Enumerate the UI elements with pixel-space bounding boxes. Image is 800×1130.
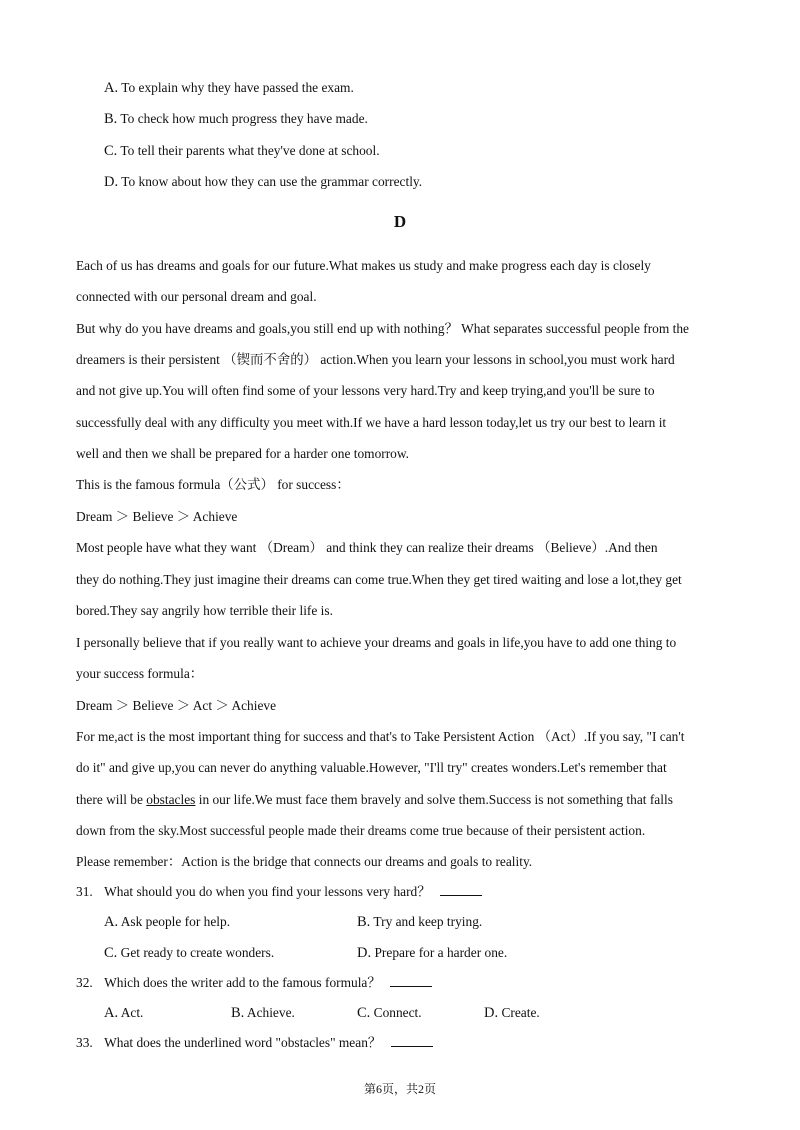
question-31 [76,883,482,901]
option-letter: B. [357,914,371,930]
formula-line: Dream ＞ Believe ＞ Act ＞ Achieve [76,698,277,713]
passage-line: Most people have what they want （Dream） and think they can realize their dreams （Believe）.And then [76,540,658,555]
option-text: Connect. [373,1005,422,1020]
option-letter: C. [104,143,118,159]
option-text: Act. [120,1005,144,1020]
option-text: Create. [501,1005,540,1020]
answer-blank[interactable] [390,974,432,987]
prev-option-c [104,142,380,160]
option-letter: C. [104,945,118,961]
q31-option-b[interactable] [357,913,482,931]
option-text: Try and keep trying. [373,914,483,929]
question-number: 32. [76,975,93,990]
passage-line: But why do you have dreams and goals,you still end up with nothing？ What separates successful people from the [76,321,689,336]
passage-line: This is the famous formula（公式） for success： [76,477,350,492]
q31-option-c[interactable] [104,944,274,962]
option-letter: A. [104,914,119,930]
question-text: What should you do when you find your lessons very hard？ [104,884,431,899]
question-33 [76,1034,433,1052]
passage-line: do it" and give up,you can never do anything valuable.However, "I'll try" creates wonders.Let's remember that [76,760,667,775]
option-letter: D. [357,945,372,961]
question-number: 33. [76,1035,93,1050]
option-letter: A. [104,1005,119,1021]
option-text: To know about how they can use the grammar correctly. [121,174,423,189]
option-letter: D. [484,1005,499,1021]
passage-line: For me,act is the most important thing for success and that's to Take Persistent Action （Act）.If you say, "I can't [76,729,685,744]
passage-line: I personally believe that if you really want to achieve your dreams and goals in life,you have to add one thing to [76,635,677,650]
q32-option-b[interactable] [231,1004,295,1022]
passage-line: Please remember：Action is the bridge that connects our dreams and goals to reality. [76,854,533,869]
option-letter: A. [104,80,119,96]
q32-option-d[interactable] [484,1004,540,1022]
option-letter: C. [357,1005,371,1021]
q31-option-a[interactable] [104,913,230,931]
passage-line: they do nothing.They just imagine their dreams can come true.When they get tired waiting and lose a lot,they get [76,572,682,587]
question-text: What does the underlined word "obstacles" mean？ [104,1035,382,1050]
prev-option-d [104,173,422,191]
q32-option-a[interactable] [104,1004,143,1022]
passage-line: well and then we shall be prepared for a harder one tomorrow. [76,446,410,461]
option-text: Ask people for help. [120,914,231,929]
option-letter: D. [104,174,119,190]
prev-option-b [104,110,368,128]
passage-line: and not give up.You will often find some of your lessons very hard.Try and keep trying,and you'll be sure to [76,383,655,398]
passage-line: bored.They say angrily how terrible their life is. [76,603,333,618]
underlined-word: obstacles [146,792,196,807]
passage-line: connected with our personal dream and goal. [76,289,317,304]
passage-line: your success formula： [76,666,204,681]
q32-option-c[interactable] [357,1004,422,1022]
formula-line: Dream ＞ Believe ＞ Achieve [76,509,238,524]
passage-line: successfully deal with any difficulty you meet with.If we have a hard lesson today,let us try our best to learn it [76,415,667,430]
passage-line: down from the sky.Most successful people made their dreams come true because of their persistent action. [76,823,646,838]
question-text: Which does the writer add to the famous formula？ [104,975,381,990]
option-text: Achieve. [246,1005,295,1020]
page-footer: 第6页，共2页 [363,1082,436,1096]
option-letter: B. [231,1005,245,1021]
q31-option-d[interactable] [357,944,507,962]
passage-line: dreamers is their persistent （锲而不舍的） action.When you learn your lessons in school,you must work hard [76,352,675,367]
passage-line: Each of us has dreams and goals for our future.What makes us study and make progress each day is closely [76,258,651,273]
section-title: D [393,212,407,231]
option-letter: B. [104,111,118,127]
option-text: To tell their parents what they've done at school. [120,143,380,158]
option-text: To explain why they have passed the exam. [121,80,354,95]
answer-blank[interactable] [440,883,482,896]
passage-line [76,791,673,809]
question-number: 31. [76,884,93,899]
option-text: Prepare for a harder one. [374,945,508,960]
obstacle-after: in our life.We must face them bravely and solve them.Success is not something that falls [195,792,673,807]
prev-option-a [104,79,354,97]
option-text: To check how much progress they have made. [120,111,368,126]
question-32 [76,974,432,992]
answer-blank[interactable] [391,1034,433,1047]
obstacle-before: there will be [76,792,147,807]
option-text: Get ready to create wonders. [120,945,275,960]
